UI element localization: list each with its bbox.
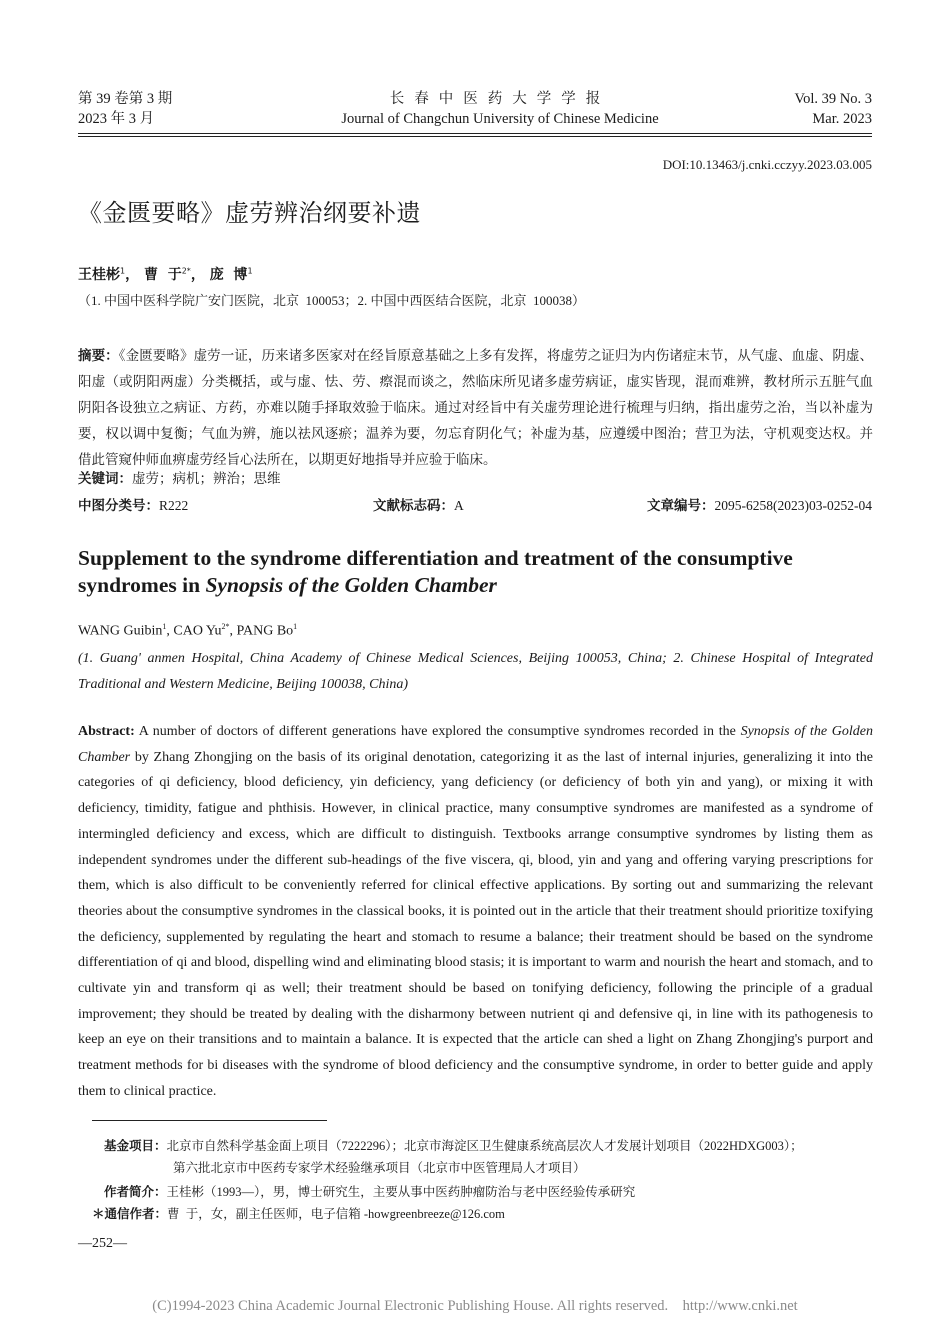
header-issue	[78, 89, 172, 129]
header-journal	[250, 89, 750, 129]
abstract-cn-text: 《金匮要略》虚劳一证，历来诸多医家对在经旨原意基础之上多有发挥，将虚劳之证归为内伤诸症末节，从气虚、血虚、阴虚、阳虚（或阴阳两虚）分类概括，或与虚、怯、劳、瘵混而谈之，然临床所见诸多虚劳病证，虚实皆现，混而难辨，教材所示五脏气血阴阳各设独立之病证、方药，亦难以随手择取效验于临床。通过对经旨中有关虚劳理论进行梳理与归纳，指出虚劳之治，当以补虚为要，权以调中复衡；气血为辨，施以祛风逐瘀；温养为要，勿忘育阴化气；补虚为基，应遵缓中图治；营卫为法，守机观变达权。并借此管窥仲师血痹虚劳经旨心法所在，以期更好地指导并应验于临床。	[78, 348, 874, 467]
fund-label: 基金项目：	[104, 1138, 167, 1153]
doc-code-value: A	[454, 498, 464, 513]
author-1-cn-sup: 1	[120, 266, 126, 276]
footnote-fund	[104, 1135, 803, 1157]
authors-en: WANG Guibin$^1$, CAO $Yu^{2*}$, PANG Bo$^1$	[78, 622, 298, 639]
doc-code-label: 文献标志码：	[373, 498, 454, 514]
author-3-cn-sup: 1	[247, 266, 253, 276]
journal-name-cn: 长春中医药大学学报	[389, 91, 611, 107]
abstract-cn	[78, 343, 873, 473]
authors-cn: 王桂彬$^1$， 曹 于$^{2*}$， 庞 博$^1$	[78, 266, 253, 283]
abstract-en-label: Abstract:	[78, 724, 135, 739]
author-1-en-sup: 1	[162, 622, 167, 631]
clc-value: R222	[159, 498, 189, 513]
abstract-en-text-1: A number of doctors of different generations have explored the consumptive syndromes recorded in the	[134, 724, 741, 739]
page-number: —252—	[78, 1236, 127, 1251]
header-volume: 第 39 卷第 3 期	[78, 91, 173, 107]
author-2-en-sup: 2*	[221, 622, 230, 631]
title-en-main: Supplement to the syndrome differentiation and treatment of the consumptive syndromes in	[78, 546, 793, 597]
header-date-en: Mar. 2023	[812, 111, 872, 127]
correspondence-text: 曹 于，女，副主任医师，电子信箱 -howgreenbreeze@126.com	[167, 1207, 505, 1221]
header-date-cn: 2023 年 3 月	[78, 111, 155, 127]
doi: DOI:10.13463/j.cnki.cczyy.2023.03.005	[662, 157, 872, 172]
header-rule-top	[78, 133, 872, 134]
header-rule-bottom	[78, 136, 872, 137]
keywords-label: 关键词：	[78, 471, 132, 487]
article-number-value: 2095-6258(2023)03-0252-04	[714, 498, 872, 513]
clc-label: 中图分类号：	[78, 498, 159, 514]
footnote-rule	[92, 1120, 327, 1121]
author-1-en: WANG Guibin	[78, 623, 163, 639]
affiliation-cn: （1. 中国中医科学院广安门医院，北京 100053；2. 中国中西医结合医院，北京 100038）	[78, 293, 586, 308]
author-2-cn: 曹 于	[143, 267, 182, 283]
author-bio-label: 作者简介：	[104, 1184, 167, 1199]
article-title-en	[78, 545, 878, 599]
author-3-en: PANG Bo	[236, 623, 294, 639]
abstract-en-text-2: by Zhang Zhongjing on the basis of its original denotation, categorizing it as the last of internal injuries, generalizing it into the categories of qi deficiency, blood deficiency, yin deficiency, yang deficiency (or deficiency of both yin and yang), or mixing it with deficiency, timidity, fatigue and phthisis. However, in clinical practice, many consumptive syndromes are manifested as a syndrome of intermingled deficiency and excess, which are difficult to distinguish. Textbooks arrange consumptive syndromes by listing them as independent syndromes under the different sub-headings of the five viscera, qi, blood, yin and yang and offering varying prescriptions for them, which is also difficult to be conveniently referred for clinical effective applications. By sorting out and summarizing the relevant theories about the consumptive syndromes in the classical books, it is pointed out in the article that their treatment should prioritize toxifying the deficiency, supplemented by regulating the heart and stomach to resume a balance; their treatment should be based on the syndrome differentiation of qi and blood, dispelling wind and eliminating blood stasis; it is important to warm and nourish the heart and stomach, and to cultivate yin and transform qi as well; their treatment should be based on tonifying deficiency, following the principle of a gradual improvement; they should be treated by dealing with the disharmony between nutrient qi and defensive qi, in line with its pathogenesis to keep an eye on their transitions and to maintain a balance. It is expected that the article can shed a light on Zhang Zhongjing's purport and treatment methods for bi diseases with the syndrome of blood deficiency and the consumptive syndrome, in order to better guide and apply them to clinical practice.	[78, 749, 873, 1099]
keywords-text: 虚劳；病机；辨治；思维	[132, 471, 281, 486]
clc-number	[78, 494, 188, 514]
author-2-en: CAO Yu	[173, 623, 222, 639]
fund-line-1: 北京市自然科学基金面上项目（7222296）；北京市海淀区卫生健康系统高层次人才发展计划项目（2022HDXG003）；	[166, 1139, 803, 1153]
article-title-cn: 《金匮要略》虚劳辨治纲要补遗	[78, 199, 421, 227]
keywords-cn	[78, 467, 281, 487]
footnote-author	[104, 1181, 635, 1203]
article-number-label: 文章编号：	[647, 498, 715, 514]
article-number	[647, 494, 872, 514]
footnote-correspondence	[92, 1203, 505, 1225]
author-2-cn-sup: 2*	[181, 266, 191, 276]
author-1-cn: 王桂彬	[78, 267, 120, 283]
abstract-en	[78, 719, 873, 1105]
affiliation-en: (1. Guang' anmen Hospital, China Academy of Chinese Medical Sciences, Beijing 100053, China; 2. Chinese Hospital of Integrated Traditional and Western Medicine, Beijing 100038, China)	[78, 651, 873, 692]
title-en-book: Synopsis of the Golden Chamber	[205, 573, 497, 597]
correspondence-label: ＊通信作者：	[92, 1206, 168, 1221]
header-volume-en	[795, 89, 872, 129]
author-3-en-sup: 1	[293, 622, 298, 631]
copyright-notice: (C)1994-2023 China Academic Journal Electronic Publishing House. All rights reserved. http://www.cnki.net	[152, 1298, 798, 1314]
author-bio-text: 王桂彬（1993—），男，博士研究生，主要从事中医药肿瘤防治与老中医经验传承研究	[166, 1185, 636, 1199]
journal-name-en: Journal of Changchun University of Chinese Medicine	[341, 111, 659, 127]
document-code	[373, 494, 464, 514]
header-vol-no: Vol. 39 No. 3	[794, 91, 872, 107]
abstract-cn-label: 摘要：	[78, 348, 119, 364]
author-3-cn: 庞 博	[209, 267, 248, 283]
abstract-en-book: Synopsis of the Golden Chamber	[78, 724, 873, 765]
fund-line-2: 第六批北京市中医药专家学术经验继承项目（北京市中医管理局人才项目）	[173, 1161, 586, 1175]
